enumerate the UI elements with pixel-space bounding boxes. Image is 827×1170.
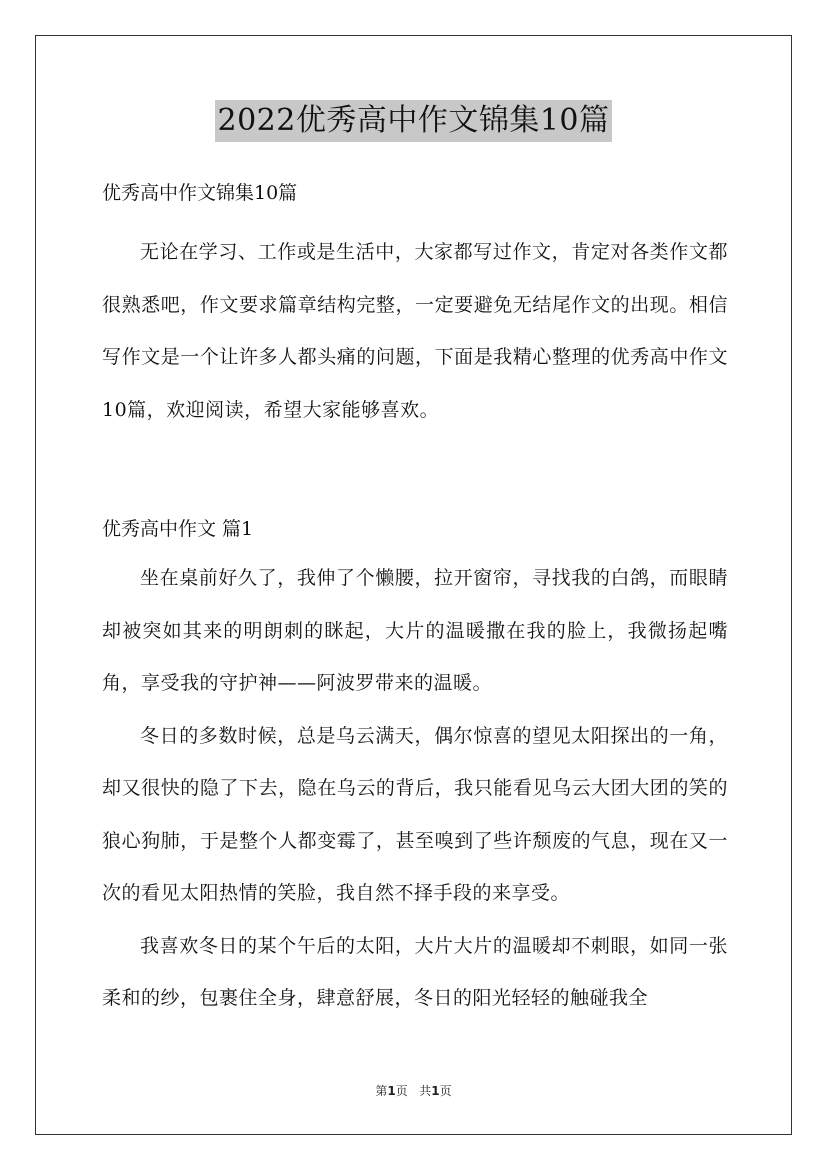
page-label-prefix: 第 [375, 1084, 388, 1098]
section-spacer [102, 436, 728, 506]
body-paragraph: 冬日的多数时候，总是乌云满天，偶尔惊喜的望见太阳探出的一角，却又很快的隐了下去，隐在乌云的背后，我只能看见乌云大团大团的笑的狼心狗肺，于是整个人都变霉了，甚至嗅到了些许颓废的气息，现在又一次的看见太阳热情的笑脸，我自然不择手段的来享受。 [102, 724, 728, 904]
essay-section [102, 506, 728, 1025]
document-body [102, 170, 728, 1025]
total-label-prefix: 共 [419, 1084, 432, 1098]
document-subtitle: 优秀高中作文锦集10篇 [102, 182, 298, 204]
document-title: 2022优秀高中作文锦集10篇 [215, 100, 611, 142]
page-label-suffix: 页 [395, 1084, 408, 1098]
page-footer [0, 1082, 827, 1100]
body-paragraph: 坐在桌前好久了，我伸了个懒腰，拉开窗帘，寻找我的白鸽，而眼睛却被突如其来的明朗刺的眯起，大片的温暖撒在我的脸上，我微扬起嘴角，享受我的守护神——阿波罗带来的温暖。 [102, 567, 728, 694]
total-label-suffix: 页 [439, 1084, 452, 1098]
section-heading: 优秀高中作文 篇1 [102, 518, 254, 540]
total-pages: 1 [431, 1084, 440, 1098]
title-container [0, 100, 827, 142]
intro-paragraph: 无论在学习、工作或是生活中，大家都写过作文，肯定对各类作文都很熟悉吧，作文要求篇章结构完整，一定要避免无结尾作文的出现。相信写作文是一个让许多人都头痛的问题，下面是我精心整理的优秀高中作文10篇，欢迎阅读，希望大家能够喜欢。 [102, 241, 728, 421]
page-number: 1 [387, 1084, 396, 1098]
body-paragraph: 我喜欢冬日的某个午后的太阳，大片大片的温暖却不刺眼，如同一张柔和的纱，包裹住全身，肆意舒展，冬日的阳光轻轻的触碰我全 [102, 934, 728, 1009]
